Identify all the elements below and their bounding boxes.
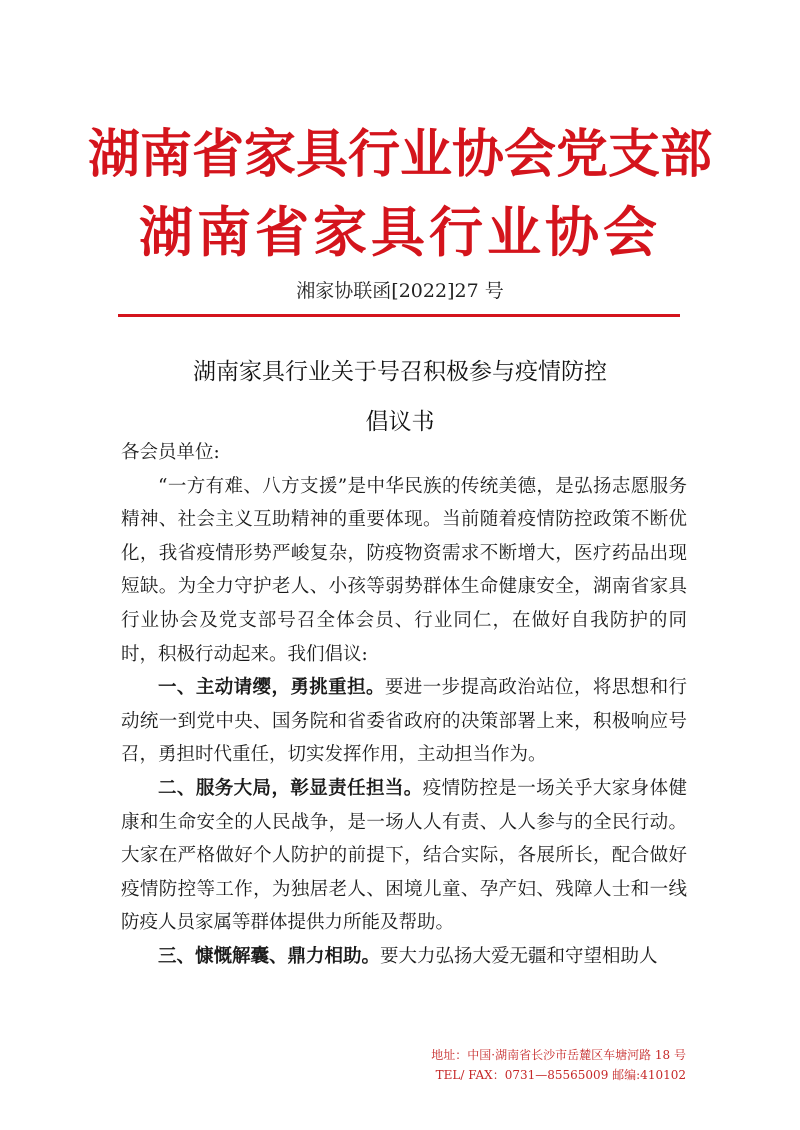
footer-contact: TEL/ FAX：0731—85565009 邮编:410102: [435, 1068, 686, 1082]
salutation: 各会员单位:: [121, 442, 220, 463]
proposal-item-1: [121, 671, 687, 772]
proposal-item-3: [121, 940, 687, 974]
intro-paragraph: “一方有难、八方支援”是中华民族的传统美德，是弘扬志愿服务精神、社会主义互助精神的重要体现。当前随着疫情防控政策不断优化，我省疫情形势严峻复杂，防疫物资需求不断增大，医疗药品出现短缺。为全力守护老人、小孩等弱势群体生命健康安全，湖南省家具行业协会及党支部号召全体会员、行业同仁，在做好自我防护的同时，积极行动起来。我们倡议:: [121, 475, 687, 665]
document-subtitle: 倡议书: [365, 409, 435, 435]
red-divider-line: [118, 314, 680, 317]
proposal-text-2: 疫情防控是一场关乎大家身体健康和生命安全的人民战争，是一场人人有责、人人参与的全民行动。大家在严格做好个人防护的前提下，结合实际，各展所长，配合做好疫情防控等工作，为独居老人、困境儿童、孕产妇、残障人士和一线防疫人员家属等群体提供力所能及帮助。: [121, 777, 687, 934]
org-party-branch-name: 湖南省家具行业协会党支部: [87, 125, 712, 185]
document-body: [121, 436, 687, 974]
proposal-heading-2: 二、服务大局，彰显责任担当。: [158, 777, 423, 799]
proposal-text-1: 要进一步提高政治站位，将思想和行动统一到党中央、国务院和省委省政府的决策部署上来，积极响应号召，勇担时代重任，切实发挥作用，主动担当作为。: [121, 677, 687, 766]
proposal-heading-1: 一、主动请缨，勇挑重担。: [158, 677, 385, 699]
proposal-heading-3: 三、慷慨解囊、鼎力相助。: [158, 945, 381, 967]
org-association-name: 湖南省家具行业协会: [139, 201, 661, 264]
proposal-item-2: [121, 772, 687, 940]
document-title: 湖南家具行业关于号召积极参与疫情防控: [193, 359, 607, 385]
document-number: 湘家协联函[2022]27 号: [296, 280, 504, 302]
footer-address: 地址：中国·湖南省长沙市岳麓区车塘河路 18 号: [431, 1048, 686, 1062]
proposal-text-3: 要大力弘扬大爱无疆和守望相助人: [380, 945, 658, 967]
